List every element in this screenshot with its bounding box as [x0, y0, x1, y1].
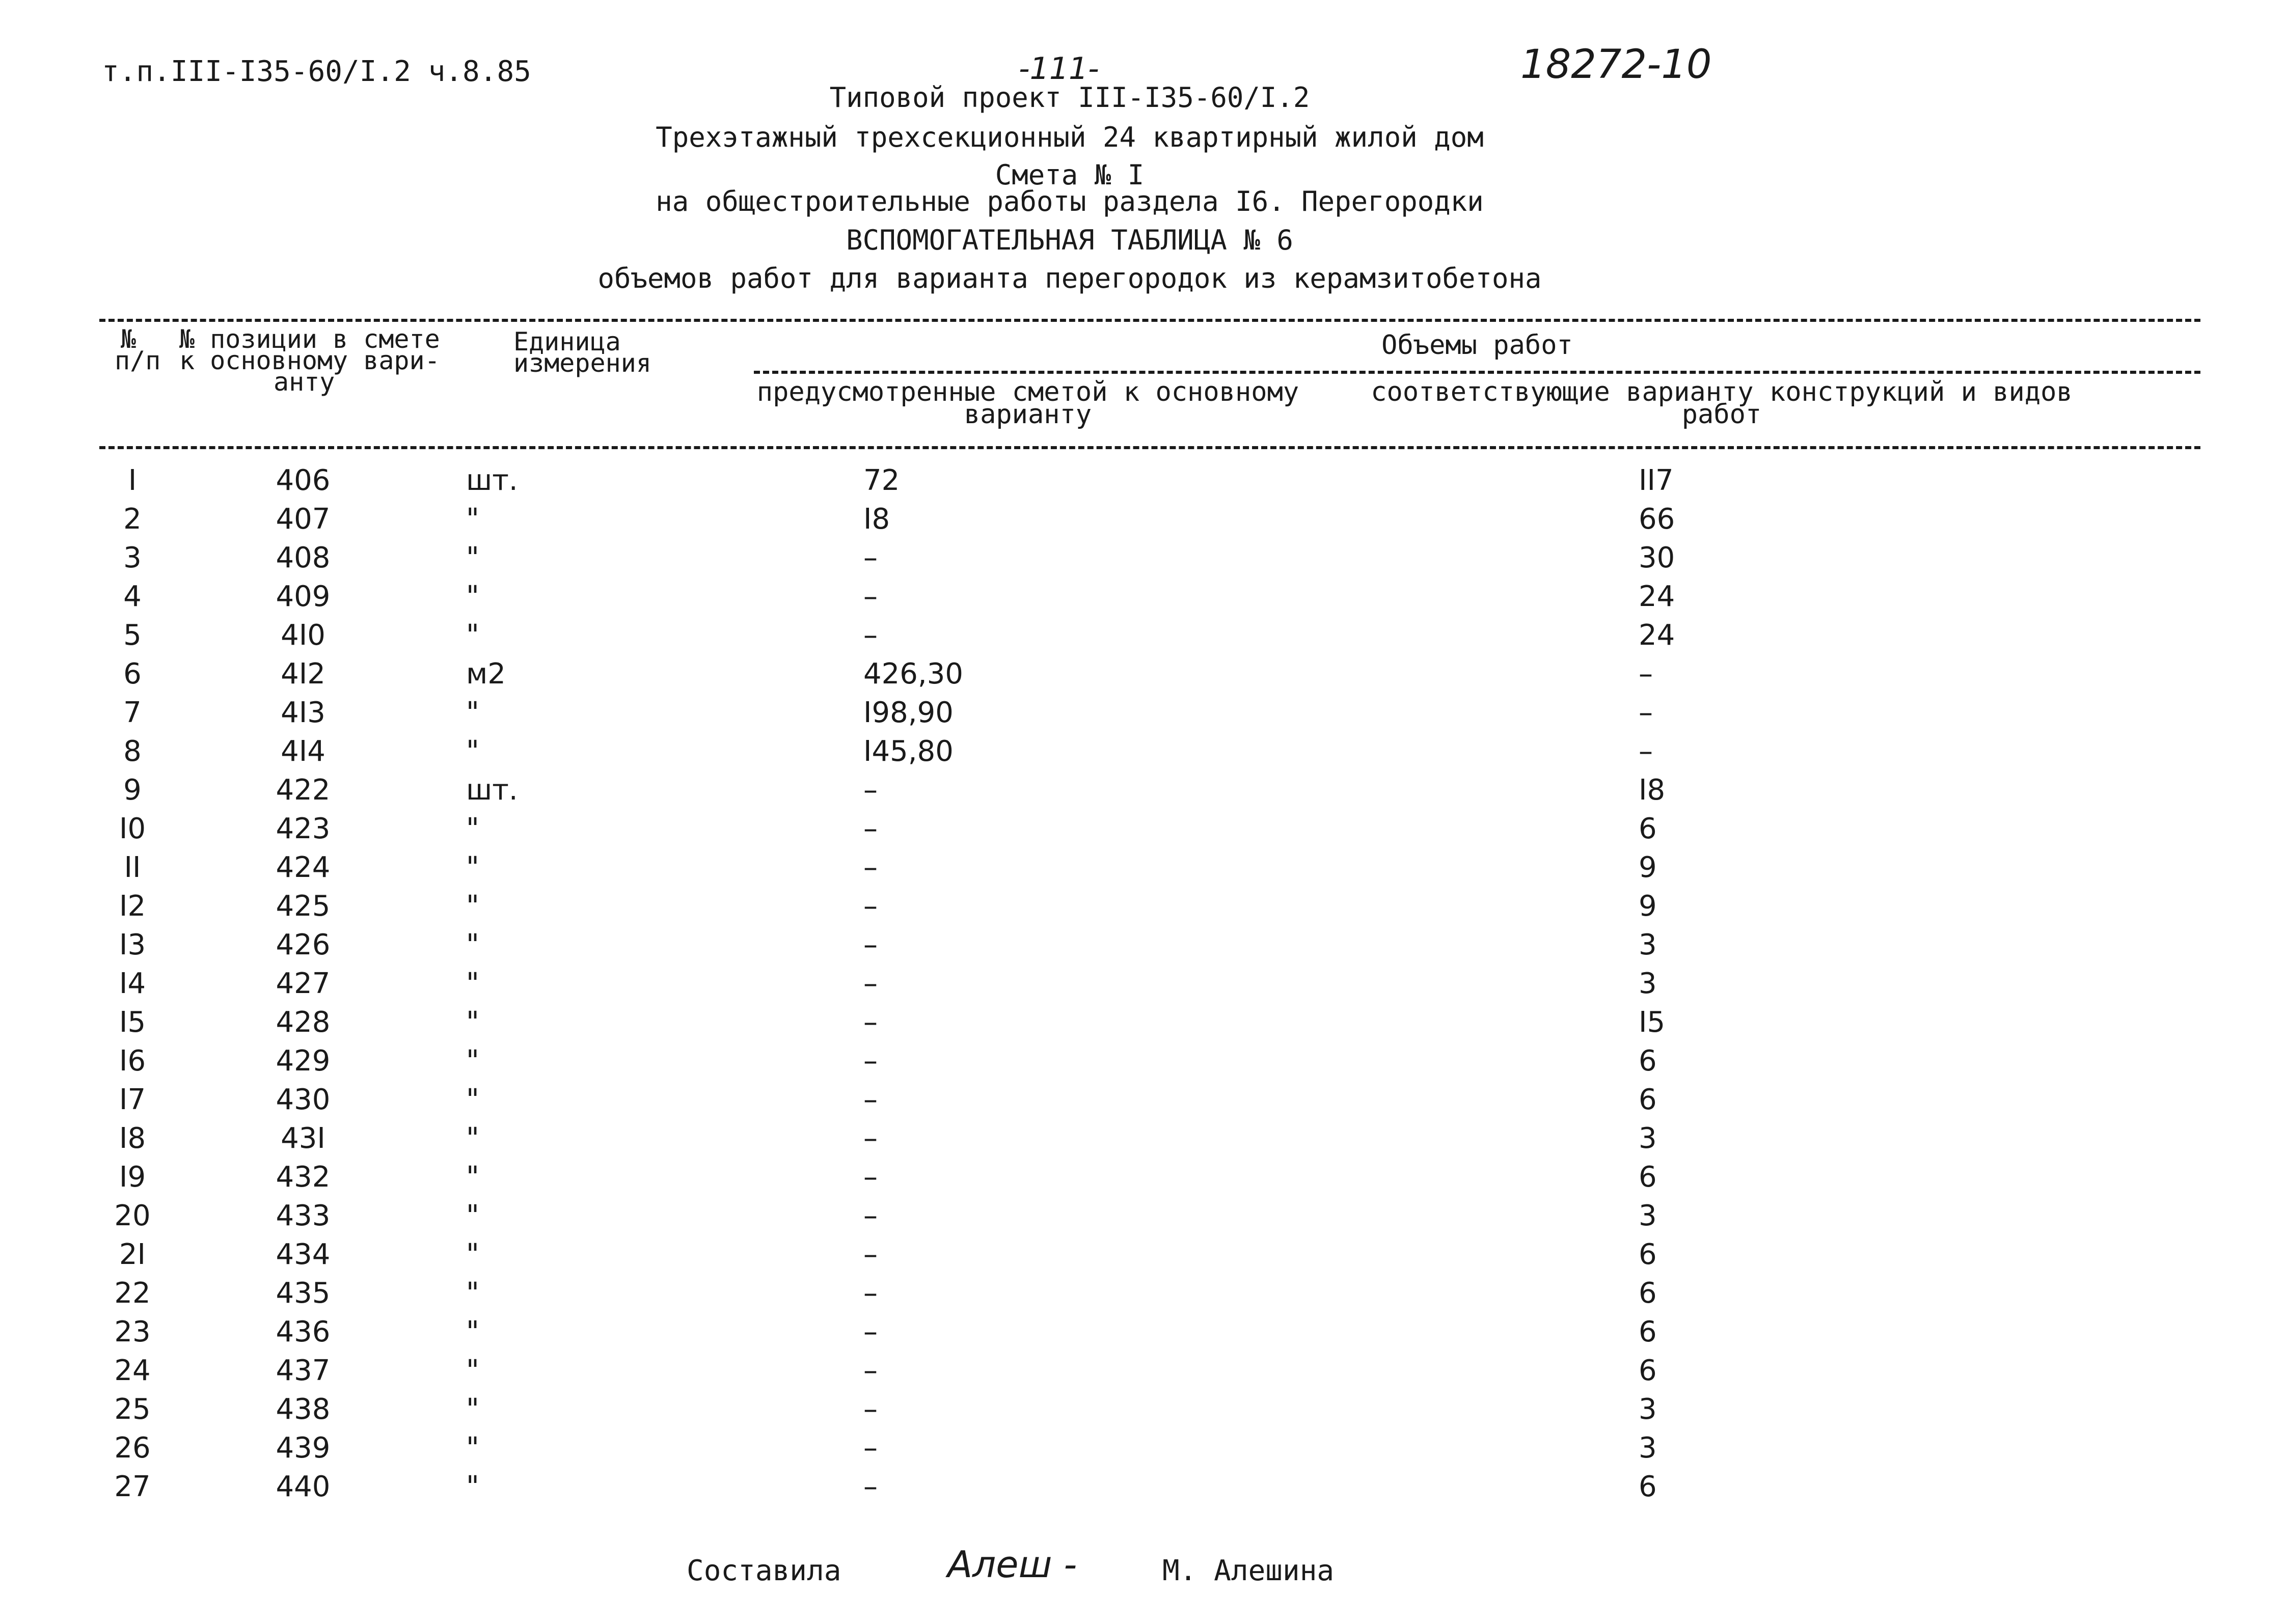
row-number: 2: [123, 502, 142, 536]
row-number: 25: [114, 1392, 151, 1426]
row-unit: ": [466, 734, 479, 768]
row-unit: ": [466, 541, 479, 574]
header-num: [115, 324, 161, 375]
table-row: [99, 848, 2200, 887]
table-top-rule: [99, 319, 2200, 322]
row-base-volume: –: [863, 1005, 878, 1039]
row-base-volume: –: [863, 928, 878, 961]
row-variant-volume: II7: [1639, 463, 1674, 497]
compiler-name: М. Алешина: [1162, 1554, 1335, 1587]
page-number: -111-: [1019, 51, 1099, 87]
row-base-volume: –: [863, 1315, 878, 1348]
row-number: I6: [119, 1044, 146, 1078]
row-number: I7: [119, 1083, 146, 1116]
title-line-1: Типовой проект III-I35-60/I.2: [829, 81, 1310, 114]
row-position: 424: [276, 850, 331, 884]
table-row: [99, 654, 2200, 693]
table-row: [99, 1196, 2200, 1235]
table-row: [99, 1312, 2200, 1351]
row-position: 433: [276, 1199, 331, 1232]
row-number: 9: [123, 773, 142, 807]
row-number: I3: [119, 928, 146, 961]
row-base-volume: –: [863, 1160, 878, 1194]
row-variant-volume: 3: [1639, 1199, 1657, 1232]
row-position: 435: [276, 1276, 331, 1310]
title-line-5: ВСПОМОГАТЕЛЬНАЯ ТАБЛИЦА № 6: [846, 224, 1293, 256]
row-variant-volume: 30: [1639, 541, 1675, 574]
signature: Алеш -: [947, 1543, 1077, 1586]
row-variant-volume: I8: [1639, 773, 1666, 807]
row-variant-volume: 3: [1639, 1431, 1657, 1465]
row-base-volume: –: [863, 1044, 878, 1078]
table-row: [99, 1041, 2200, 1080]
row-number: 6: [123, 657, 142, 691]
row-variant-volume: 9: [1639, 889, 1657, 923]
row-variant-volume: 6: [1639, 1470, 1657, 1503]
row-position: 429: [276, 1044, 331, 1078]
row-number: 22: [114, 1276, 151, 1310]
table-row: [99, 770, 2200, 809]
row-base-volume: –: [863, 1083, 878, 1116]
row-base-volume: –: [863, 850, 878, 884]
row-unit: ": [466, 1083, 479, 1116]
row-number: I5: [119, 1005, 146, 1039]
title-line-3: Смета № I: [995, 159, 1145, 191]
table-row: [99, 616, 2200, 654]
row-unit: ": [466, 889, 479, 923]
row-base-volume: –: [863, 1199, 878, 1232]
header-position-line-3: анту: [274, 367, 335, 397]
row-variant-volume: 3: [1639, 967, 1657, 1000]
row-number: 20: [114, 1199, 151, 1232]
compiled-by-label: Составила: [687, 1554, 841, 1587]
row-base-volume: –: [863, 967, 878, 1000]
table-row: [99, 538, 2200, 577]
row-variant-volume: 3: [1639, 928, 1657, 961]
row-number: 24: [114, 1354, 151, 1387]
table-row: [99, 964, 2200, 1003]
row-number: 2I: [119, 1237, 146, 1271]
table-row: [99, 732, 2200, 770]
row-base-volume: –: [863, 541, 878, 574]
row-base-volume: –: [863, 618, 878, 652]
row-variant-volume: 9: [1639, 850, 1657, 884]
row-number: I4: [119, 967, 146, 1000]
row-position: 4I4: [281, 734, 325, 768]
row-number: 5: [123, 618, 142, 652]
table-row: [99, 1235, 2200, 1274]
row-number: 26: [114, 1431, 151, 1465]
table-row: [99, 1003, 2200, 1041]
row-base-volume: –: [863, 812, 878, 845]
archive-number: 18272-10: [1520, 42, 1712, 88]
row-unit: ": [466, 1121, 479, 1155]
row-variant-volume: 6: [1639, 1315, 1657, 1348]
title-line-2: Трехэтажный трехсекционный 24 квартирный жилой дом: [656, 121, 1484, 153]
row-position: 428: [276, 1005, 331, 1039]
row-unit: ": [466, 618, 479, 652]
row-unit: ": [466, 1237, 479, 1271]
row-position: 423: [276, 812, 331, 845]
table-row: [99, 461, 2200, 500]
row-base-volume: –: [863, 1470, 878, 1503]
row-variant-volume: –: [1639, 657, 1653, 691]
header-base-line-1: предусмотренные сметой к основному: [756, 377, 1299, 407]
header-unit-line-1: Единица: [513, 327, 621, 356]
table-row: [99, 1390, 2200, 1428]
header-unit: [513, 327, 651, 378]
table-row: [99, 500, 2200, 538]
row-number: 3: [123, 541, 142, 574]
row-number: I0: [119, 812, 146, 845]
row-base-volume: –: [863, 889, 878, 923]
title-line-4: на общестроительные работы раздела I6. Перегородки: [656, 185, 1484, 217]
row-variant-volume: 6: [1639, 1044, 1657, 1078]
header-num-line-1: №: [121, 324, 137, 354]
row-variant-volume: 6: [1639, 1354, 1657, 1387]
document-reference: т.п.III-I35-60/I.2 ч.8.85: [102, 55, 531, 88]
table-row: [99, 809, 2200, 848]
row-unit: ": [466, 812, 479, 845]
row-position: 409: [276, 580, 331, 613]
row-base-volume: –: [863, 773, 878, 807]
row-variant-volume: –: [1639, 734, 1653, 768]
row-position: 440: [276, 1470, 331, 1503]
row-position: 43I: [281, 1121, 325, 1155]
row-unit: ": [466, 928, 479, 961]
header-variant-line-1: соответствующие варианту конструкций и видов: [1371, 377, 2073, 407]
volumes-table: [99, 461, 2200, 1506]
header-mid-rule: [754, 371, 2200, 374]
row-variant-volume: –: [1639, 696, 1653, 729]
row-base-volume: I8: [863, 502, 890, 536]
row-number: 8: [123, 734, 142, 768]
row-unit: ": [466, 1431, 479, 1465]
row-number: I8: [119, 1121, 146, 1155]
row-position: 434: [276, 1237, 331, 1271]
row-position: 4I0: [281, 618, 325, 652]
table-row: [99, 1080, 2200, 1119]
row-position: 426: [276, 928, 331, 961]
row-number: I2: [119, 889, 146, 923]
row-position: 437: [276, 1354, 331, 1387]
header-base-line-2: варианту: [964, 399, 1092, 430]
row-variant-volume: 6: [1639, 1237, 1657, 1271]
row-base-volume: –: [863, 1121, 878, 1155]
row-unit: ": [466, 1276, 479, 1310]
row-number: 27: [114, 1470, 151, 1503]
row-number: 4: [123, 580, 142, 613]
title-line-6: объемов работ для варианта перегородок из керамзитобетона: [597, 262, 1542, 294]
row-position: 4I2: [281, 657, 325, 691]
row-position: 427: [276, 967, 331, 1000]
row-variant-volume: 6: [1639, 812, 1657, 845]
row-variant-volume: 6: [1639, 1160, 1657, 1194]
row-position: 438: [276, 1392, 331, 1426]
row-base-volume: –: [863, 1431, 878, 1465]
row-unit: ": [466, 1044, 479, 1078]
row-variant-volume: 66: [1639, 502, 1675, 536]
row-base-volume: I98,90: [863, 696, 954, 729]
table-row: [99, 1351, 2200, 1390]
row-number: I: [128, 463, 137, 497]
row-position: 436: [276, 1315, 331, 1348]
row-base-volume: –: [863, 1392, 878, 1426]
row-base-volume: –: [863, 1237, 878, 1271]
header-position: [179, 324, 440, 397]
row-unit: ": [466, 1005, 479, 1039]
header-unit-line-2: измерения: [513, 348, 651, 378]
row-base-volume: –: [863, 1354, 878, 1387]
table-row: [99, 1158, 2200, 1196]
row-unit: ": [466, 696, 479, 729]
row-base-volume: I45,80: [863, 734, 954, 768]
row-position: 439: [276, 1431, 331, 1465]
row-unit: шт.: [466, 463, 518, 497]
row-unit: м2: [466, 657, 506, 691]
row-position: 407: [276, 502, 331, 536]
row-unit: ": [466, 1160, 479, 1194]
row-variant-volume: 24: [1639, 618, 1675, 652]
table-body: [99, 461, 2200, 1506]
row-position: 422: [276, 773, 331, 807]
row-base-volume: 426,30: [863, 657, 963, 691]
row-unit: ": [466, 1392, 479, 1426]
row-unit: ": [466, 967, 479, 1000]
row-variant-volume: 6: [1639, 1083, 1657, 1116]
row-unit: ": [466, 1315, 479, 1348]
row-unit: ": [466, 1470, 479, 1503]
table-row: [99, 887, 2200, 925]
row-number: II: [124, 850, 141, 884]
row-position: 425: [276, 889, 331, 923]
header-volumes: Объемы работ: [1381, 330, 1573, 361]
row-unit: ": [466, 1199, 479, 1232]
table-row: [99, 1119, 2200, 1158]
table-header-bottom-rule: [99, 446, 2200, 449]
table-row: [99, 577, 2200, 616]
row-variant-volume: 6: [1639, 1276, 1657, 1310]
row-base-volume: –: [863, 580, 878, 613]
row-variant-volume: 3: [1639, 1121, 1657, 1155]
row-unit: ": [466, 1354, 479, 1387]
row-position: 432: [276, 1160, 331, 1194]
row-base-volume: 72: [863, 463, 900, 497]
row-position: 4I3: [281, 696, 325, 729]
table-row: [99, 925, 2200, 964]
header-num-line-2: п/п: [115, 346, 161, 375]
row-variant-volume: 24: [1639, 580, 1675, 613]
header-variant-line-2: работ: [1681, 399, 1762, 430]
header-position-line-2: к основному вари-: [179, 346, 440, 375]
row-variant-volume: 3: [1639, 1392, 1657, 1426]
table-row: [99, 1274, 2200, 1312]
header-base-volume: [748, 377, 1308, 430]
row-variant-volume: I5: [1639, 1005, 1666, 1039]
row-position: 406: [276, 463, 331, 497]
row-position: 408: [276, 541, 331, 574]
table-row: [99, 693, 2200, 732]
row-number: I9: [119, 1160, 146, 1194]
row-unit: ": [466, 850, 479, 884]
row-number: 23: [114, 1315, 151, 1348]
row-position: 430: [276, 1083, 331, 1116]
row-base-volume: –: [863, 1276, 878, 1310]
row-unit: ": [466, 502, 479, 536]
header-position-line-1: № позиции в смете: [179, 324, 440, 354]
row-number: 7: [123, 696, 142, 729]
header-variant-volume: [1368, 377, 2076, 430]
table-row: [99, 1428, 2200, 1467]
table-row: [99, 1467, 2200, 1506]
row-unit: ": [466, 580, 479, 613]
row-unit: шт.: [466, 773, 518, 807]
